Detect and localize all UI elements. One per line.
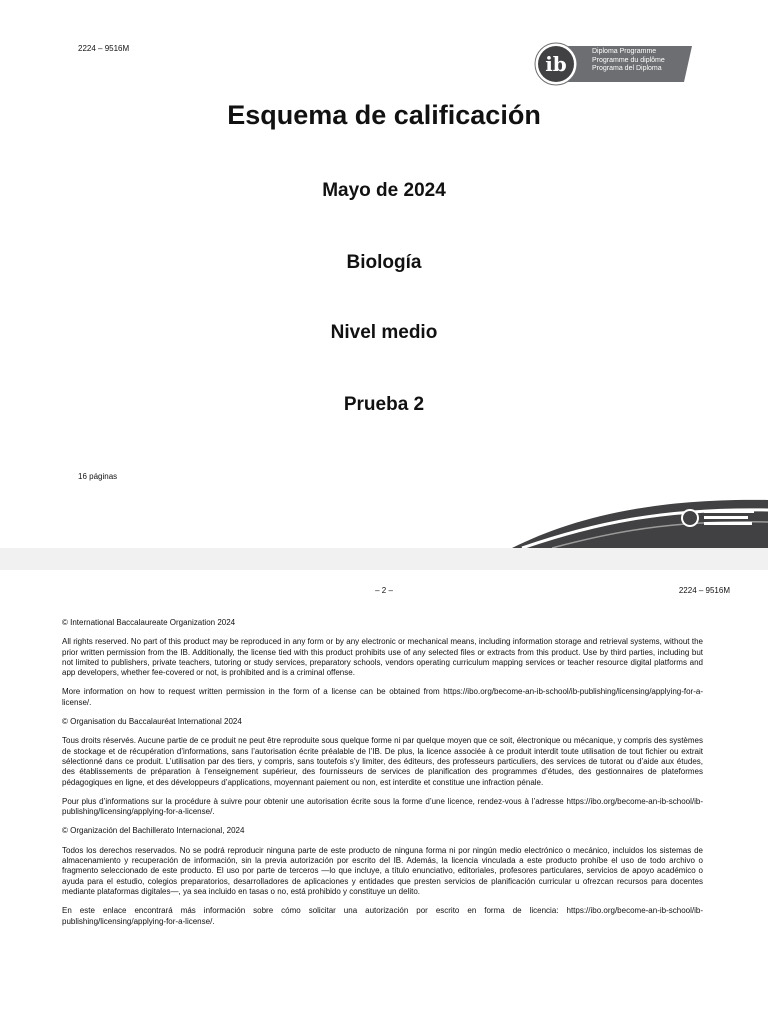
copyright-page (0, 570, 768, 1024)
subject: Biología (346, 252, 422, 273)
document-title: Esquema de calificación (227, 100, 541, 130)
document-id: 2224 – 9516M (78, 44, 130, 53)
page-number: – 2 – (375, 586, 393, 595)
license-info-en: More information on how to request written permission in the form of a license can be obtained from https://ibo.org/become-an-ib-school/ib-publishing/licensing/applying-for-a-license/. (62, 687, 703, 707)
ib-footer-swoosh (512, 488, 768, 548)
svg-text:ib: ib (545, 52, 567, 76)
rights-paragraph-fr: Tous droits réservés. Aucune partie de ce produit ne peut être reproduite sous quelque forme ni par quelque moyen que ce soit, électronique ou mécanique, y compris des systèmes de stockage et de récupération d’informations, sans l’autorisation écrite préalable de l’IB. De plus, la licence associée à ce produit interdit toute utilisation de tout fichier ou extrait sélectionné dans ce produit. L’utilisation par des tiers, y compris, sans toutefois s’y limiter, des éditeurs, des professeurs particuliers, des services de tutorat ou d’aide aux études, des établissements de préparation à l’enseignement supérieur, des fournisseurs de services de planification des programmes d’études, des gestionnaires de plateformes pédagogiques en ligne, et des développeurs d’applications, moyennant paiement ou non, est interdite et constitue une infraction pénale. (62, 736, 703, 787)
exam-session: Mayo de 2024 (322, 180, 446, 201)
copyright-line-fr: © Organisation du Baccalauréat International 2024 (62, 717, 242, 727)
license-info-fr: Pour plus d’informations sur la procédure à suivre pour obtenir une autorisation écrite sous la forme d’une licence, rendez-vous à l’adresse https://ibo.org/become-an-ib-school/ib-publishing/licensing/applying-for-a-license/. (62, 796, 703, 817)
logo-line: Programa del Diploma (592, 65, 662, 72)
logo-programme-names (592, 48, 665, 74)
rights-paragraph-es: Todos los derechos reservados. No se podrá reproducir ninguna parte de este producto de ninguna forma ni por ningún medio electrónico o mecánico, incluidos los sistemas de almacenamiento y recuperación de información, sin la previa autorización por escrito del IB. Además, la licencia vinculada a este producto prohíbe el uso de todo archivo o fragmento seleccionado de este producto. El uso por parte de terceros —lo que incluye, a título enunciativo, editoriales, profesores particulares, servicios de apoyo académico o ayuda para el estudio, colegios preparatorios, desarrolladores de aplicaciones y entidades que presten servicios de planificación curricular u ofrezcan recursos para docentes mediante plataformas digitales—, ya sea incluido en tasas o no, está prohibido y constituye un delito. (62, 845, 703, 896)
logo-line: Diploma Programme (592, 48, 657, 55)
paper: Prueba 2 (343, 394, 425, 415)
document-id: 2224 – 9516M (678, 586, 730, 595)
logo-line: Programme du diplôme (592, 56, 665, 64)
level: Nivel medio (330, 322, 438, 343)
copyright-line-es: © Organización del Bachillerato Internacional, 2024 (62, 826, 245, 836)
page-separator (0, 548, 768, 570)
page-count: 16 páginas (78, 472, 118, 481)
copyright-line-en: © International Baccalaureate Organization 2024 (62, 618, 236, 627)
rights-paragraph-en: All rights reserved. No part of this product may be reproduced in any form or by any electronic or mechanical means, including information storage and retrieval systems, without the prior written permission from the IB. Additionally, the license tied with this product prohibits use of any selected files or extracts from this product. Use by third parties, including but not limited to publishers, private teachers, tutoring or study services, preparatory schools, vendors operating curriculum mapping services or teacher resource digital platforms and app developers, whether fee-covered or not, is prohibited and is a criminal offense. (62, 637, 703, 678)
copyright-notice (62, 618, 703, 936)
license-info-es: En este enlace encontrará más información sobre cómo solicitar una autorización por escrito en forma de licencia: https://ibo.org/become-an-ib-school/ib-publishing/licensing/applying-for-a-license/. (62, 906, 703, 926)
